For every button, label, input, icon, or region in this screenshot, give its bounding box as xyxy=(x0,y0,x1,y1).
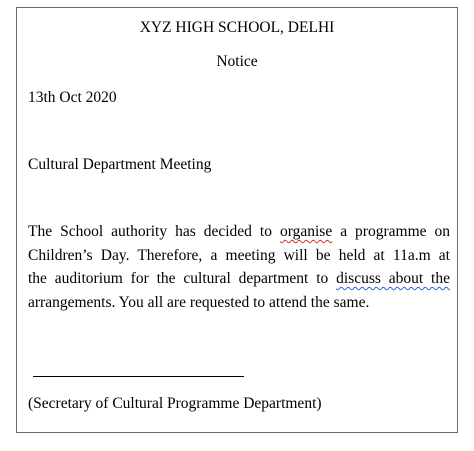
school-name: XYZ HIGH SCHOOL, DELHI xyxy=(139,19,335,36)
notice-body xyxy=(28,220,450,314)
body-line-2 xyxy=(28,244,450,268)
body-text-segment: the auditorium for the cultural department to xyxy=(28,270,337,287)
body-text-segment: Children’s Day. Therefore, a meeting will be held at 11a.m at xyxy=(28,246,450,264)
body-text-segment: arrangements. You all are requested to attend the same. xyxy=(28,293,370,311)
body-text-segment: a programme on xyxy=(332,223,450,240)
body-line-1 xyxy=(28,220,450,244)
notice-heading: Notice xyxy=(216,53,258,70)
notice-subject: Cultural Department Meeting xyxy=(28,156,212,173)
signatory: (Secretary of Cultural Programme Department) xyxy=(28,395,322,412)
signature-line xyxy=(33,376,244,377)
body-line-3 xyxy=(28,267,450,291)
body-text-segment: The School authority has decided to xyxy=(28,223,280,240)
spelling-flagged-word[interactable]: organise xyxy=(279,223,333,240)
notice-date: 13th Oct 2020 xyxy=(28,89,117,106)
grammar-flagged-phrase[interactable]: discuss about the xyxy=(336,270,450,287)
body-line-4 xyxy=(28,291,450,315)
